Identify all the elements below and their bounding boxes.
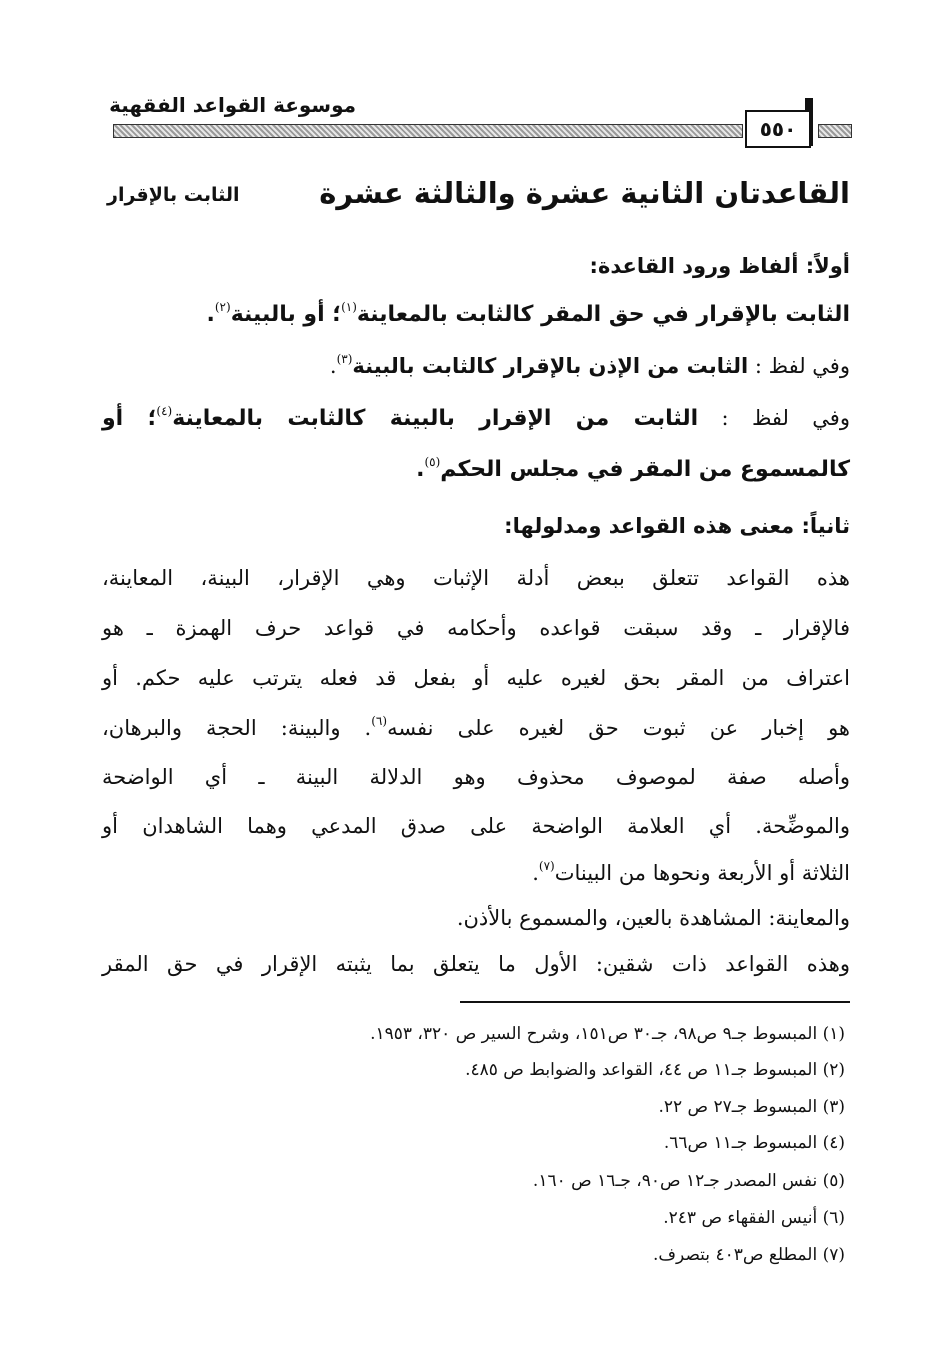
footnote-ref-6: (٦) bbox=[371, 714, 388, 728]
page-number: ٥٥٠ bbox=[745, 110, 811, 148]
rule-wording-4 bbox=[102, 457, 850, 482]
footnote-ref-4: (٤) bbox=[156, 404, 173, 418]
rule-prefix-2: وفي لفظ : bbox=[748, 354, 850, 378]
body-line: والموضِّحة. أي العلامة الواضحة على صدق المدعي وهما الشاهدان أو bbox=[102, 814, 850, 838]
rule-end-1: . bbox=[206, 302, 215, 327]
body-line bbox=[102, 716, 850, 740]
rule-end-3: ؛ أو bbox=[102, 406, 157, 431]
footnote: (٣) المبسوط جـ٢٧ ص ٢٢. bbox=[658, 1097, 845, 1117]
body-text: . bbox=[532, 861, 539, 885]
chapter-title: القاعدتان الثانية عشرة والثالثة عشرة bbox=[319, 176, 850, 210]
body-text: الثلاثة أو الأربعة ونحوها من البينات bbox=[554, 861, 850, 885]
rule-prefix-3: وفي لفظ : bbox=[698, 406, 850, 430]
rule-wording-1 bbox=[102, 302, 850, 327]
footnote: (١) المبسوط جـ٩ ص٩٨، جـ٣٠ ص١٥١، وشرح السير ص ٣٢٠، ١٩٥٣. bbox=[370, 1024, 845, 1044]
body-line: اعتراف من المقر بحق لغيره عليه أو بفعل قد فعله يترتب عليه حكم. أو bbox=[102, 666, 850, 690]
footnote: (٢) المبسوط جـ١١ ص ٤٤، القواعد والضوابط ص ٤٨٥. bbox=[465, 1060, 845, 1080]
rule-text-3: الثابت من الإقرار بالبينة كالثابت بالمعاينة bbox=[172, 406, 699, 431]
rule-text-4: كالمسموع من المقر في مجلس الحكم bbox=[440, 457, 850, 482]
rule-wording-2 bbox=[102, 354, 850, 378]
body-line: هذه القواعد تتعلق ببعض أدلة الإثبات وهي الإقرار، البينة، المعاينة، bbox=[102, 566, 850, 590]
footnote: (٥) نفس المصدر جـ١٢ ص٩٠، جـ١٦ ص ١٦٠. bbox=[532, 1171, 845, 1191]
footnote-ref-7: (٧) bbox=[538, 859, 555, 873]
body-line: فالإقرار ـ وقد سبقت قواعده وأحكامه في قواعد حرف الهمزة ـ هو bbox=[102, 616, 850, 640]
header-rule-right bbox=[818, 124, 852, 138]
running-title: موسوعة القواعد الفقهية bbox=[109, 93, 356, 117]
rule-end-2: . bbox=[329, 354, 337, 378]
footnote-ref-5: (٥) bbox=[424, 455, 441, 469]
body-text: هو إخبار عن ثبوت حق لغيره على نفسه bbox=[387, 716, 850, 740]
footnote-ref-1: (١) bbox=[341, 300, 357, 314]
footnote: (٧) المطلع ص٤٠٣ بتصرف. bbox=[653, 1245, 845, 1265]
footnote: (٦) أنيس الفقهاء ص ٢٤٣. bbox=[663, 1208, 845, 1228]
body-line: وأصله صفة لموصوف محذوف وهو الدلالة البينة ـ أي الواضحة bbox=[102, 765, 850, 789]
footnote-separator bbox=[460, 1001, 850, 1003]
body-line bbox=[102, 861, 850, 885]
rule-wording-3 bbox=[102, 406, 850, 431]
section-heading-2: ثانياً: معنى هذه القواعد ومدلولها: bbox=[504, 514, 850, 538]
footnote: (٤) المبسوط جـ١١ ص٦٦. bbox=[663, 1133, 845, 1153]
side-label: الثابت بالإقرار bbox=[107, 184, 240, 206]
body-text: . والبينة: الحجة والبرهان، bbox=[102, 716, 372, 740]
footnote-ref-3: (٣) bbox=[336, 352, 353, 366]
section-heading-1: أولاً: ألفاظ ورود القاعدة: bbox=[589, 254, 850, 278]
rule-end-4: . bbox=[416, 457, 425, 482]
footnote-ref-2: (٢) bbox=[214, 300, 231, 314]
header-rule-left bbox=[113, 124, 743, 138]
body-line: وهذه القواعد ذات شقين: الأول ما يتعلق بما يثبته الإقرار في حق المقر bbox=[102, 952, 850, 976]
body-line: والمعاينة: المشاهدة بالعين، والمسموع بالأذن. bbox=[456, 906, 850, 930]
rule-text-2: الثابت من الإذن بالإقرار كالثابت بالبينة bbox=[352, 354, 749, 378]
rule-text-1: الثابت بالإقرار في حق المقر كالثابت بالمعاينة bbox=[356, 302, 850, 327]
rule-text-1b: ؛ أو بالبينة bbox=[230, 302, 342, 327]
